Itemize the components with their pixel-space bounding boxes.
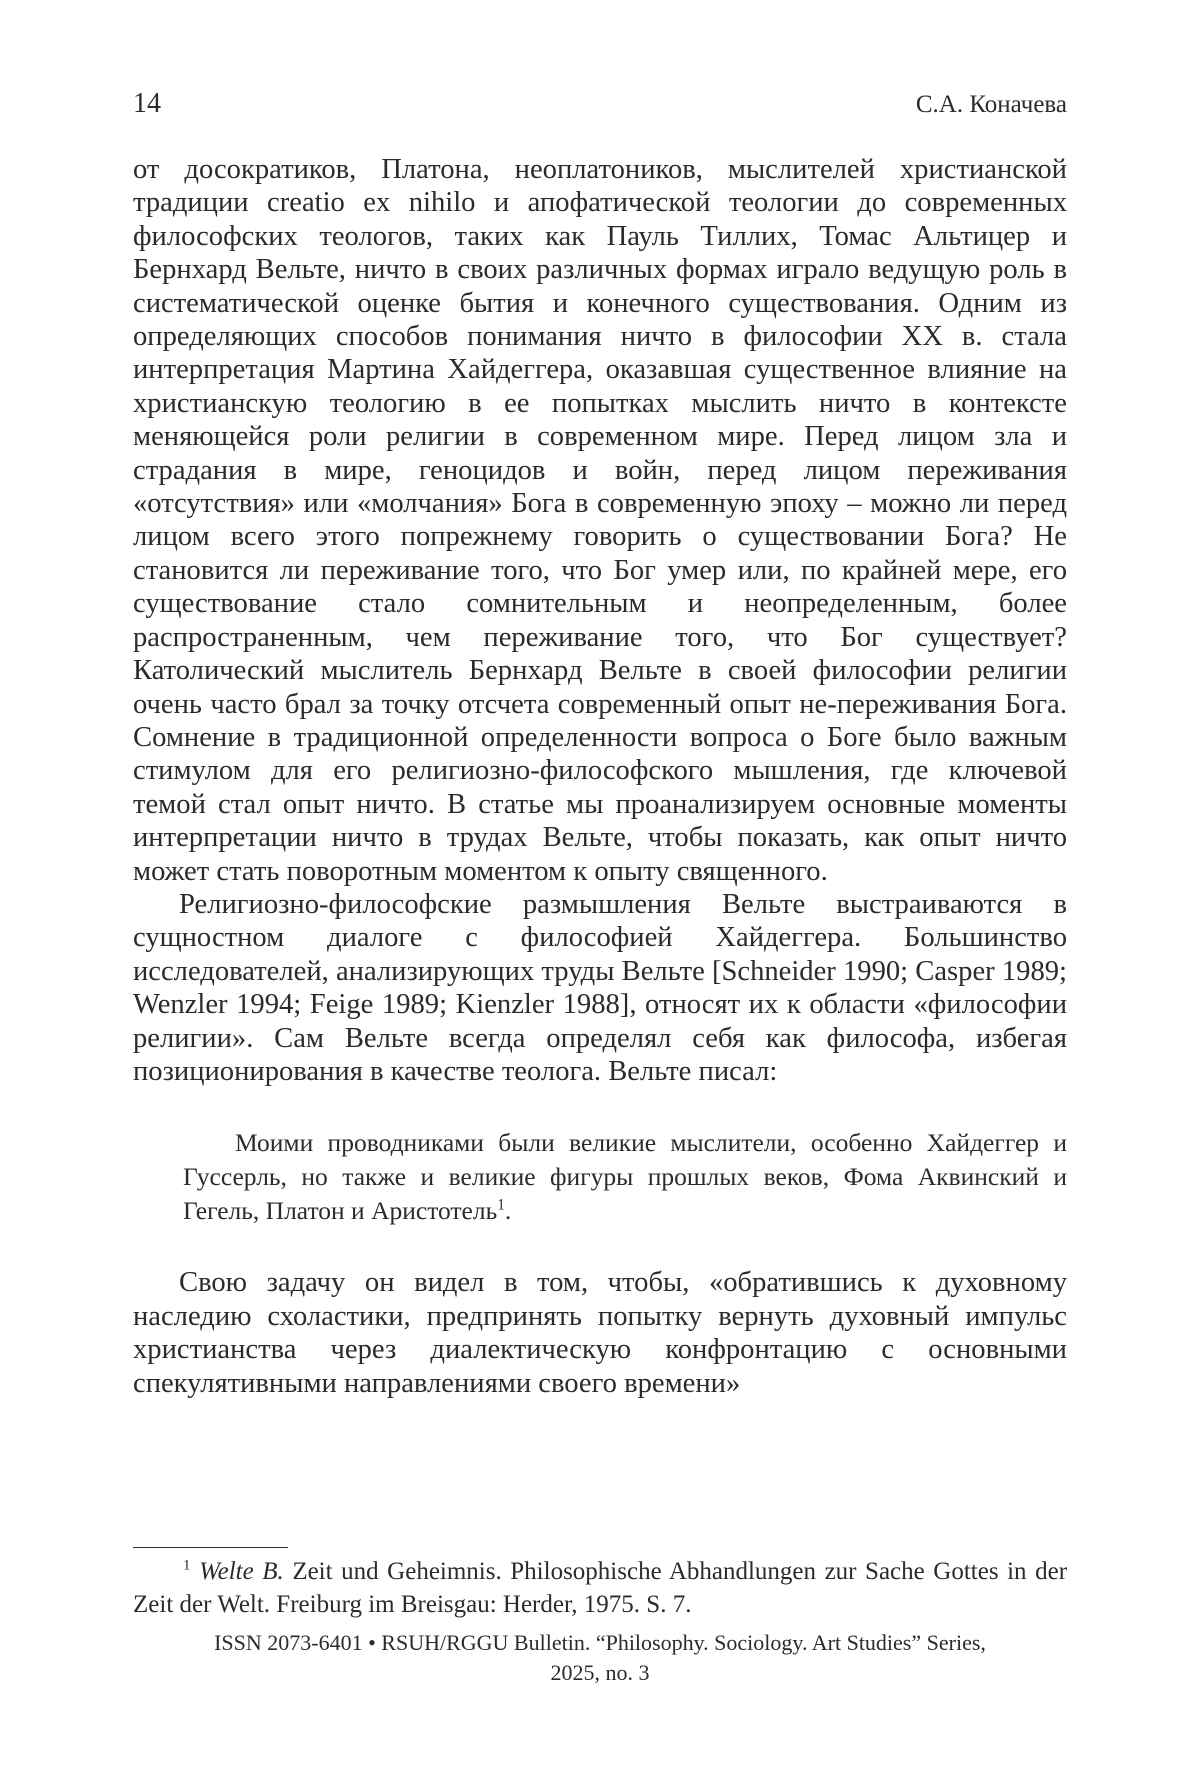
page-number: 14	[133, 88, 161, 120]
body-paragraph: Свою задачу он видел в том, чтобы, «обратившись к духовному наследию схоластики, предпринять попытку вернуть духовный импульс христианства через диалектическую конфронтацию с основными спекулятивными направлениями своего времени»	[133, 1266, 1067, 1400]
footnote-reference[interactable]: 1	[497, 1197, 505, 1214]
quote-text: Моими проводниками были великие мыслители, особенно Хайдеггер и Гуссерль, но также и великие фигуры прошлых веков, Фома Аквинский и Гегель, Платон и Аристотель	[183, 1128, 1067, 1225]
body-paragraph: Религиозно-философские размышления Вельте выстраивают­ся в сущностном диалоге с философией Хайдеггера. Большинство исследователей, анализирующих труды Вельте [Schneider 1990; Casper 1989; Wenzler 1994; Feige 1989; Kienzler 1988], относят их к области «философии религии». Сам Вельте всегда определял себя как философа, избегая позиционирования в качестве теолога. Вельте писал:	[133, 888, 1067, 1088]
footer-issue: 2025, no. 3	[133, 1658, 1067, 1688]
footnote-author: Welte B.	[199, 1558, 284, 1585]
body-paragraph: от досократиков, Платона, неоплатоников, мыслителей христи­анской традиции creatio ex nihilo и апофатической теологии до современных философских теологов, таких как Пауль Тиллих, То­мас Альтицер и Бернхард Вельте, ничто в своих различных формах играло ведущую роль в систематической оценке бытия и конечного существования. Одним из определяющих способов понимания ни­что в философии XX в. стала интерпретация Мартина Хайдеггера, оказавшая существенное влияние на христианскую теологию в ее попытках мыслить ничто в контексте меняющейся роли религии в современном мире. Перед лицом зла и страдания в мире, геноцидов и войн, перед лицом переживания «отсутствия» или «молчания» Бога в современную эпоху – можно ли перед лицом всего этого по­прежнему говорить о существовании Бога? Не становится ли пере­живание того, что Бог умер или, по крайней мере, его существование стало сомнительным и неопределенным, более распространенным, чем переживание того, что Бог существует? Католический мыс­литель Бернхард Вельте в своей философии религии очень часто брал за точку отсчета современный опыт не-переживания Бога. Сомнение в традиционной определенности вопроса о Боге было важным стимулом для его религиозно-философского мышления, где ключевой темой стал опыт ничто. В статье мы проанализируем основные моменты интерпретации ничто в трудах Вельте, чтобы показать, как опыт ничто может стать поворотным моментом к опыту священного.	[133, 153, 1067, 888]
author-name: С.А. Коначева	[916, 91, 1067, 119]
document-page	[0, 0, 1200, 1780]
footnote-number: 1	[183, 1558, 191, 1574]
footnote-text: Zeit und Geheimnis. Philosophische Abhandlungen zur Sache Gottes in der Zeit der Welt. Freiburg im Breisgau: Herder, 1975. S. 7.	[133, 1558, 1067, 1618]
footnote	[133, 1555, 1067, 1621]
main-text	[133, 153, 1067, 1400]
block-quote	[183, 1126, 1067, 1228]
quote-end: .	[505, 1196, 511, 1225]
footer-journal: ISSN 2073-6401 • RSUH/RGGU Bulletin. “Philosophy. Sociology. Art Studies” Series,	[133, 1628, 1067, 1658]
footnotes	[133, 1555, 1067, 1621]
footnote-divider	[133, 1547, 288, 1548]
page-footer	[133, 1628, 1067, 1688]
running-head	[133, 88, 1067, 120]
